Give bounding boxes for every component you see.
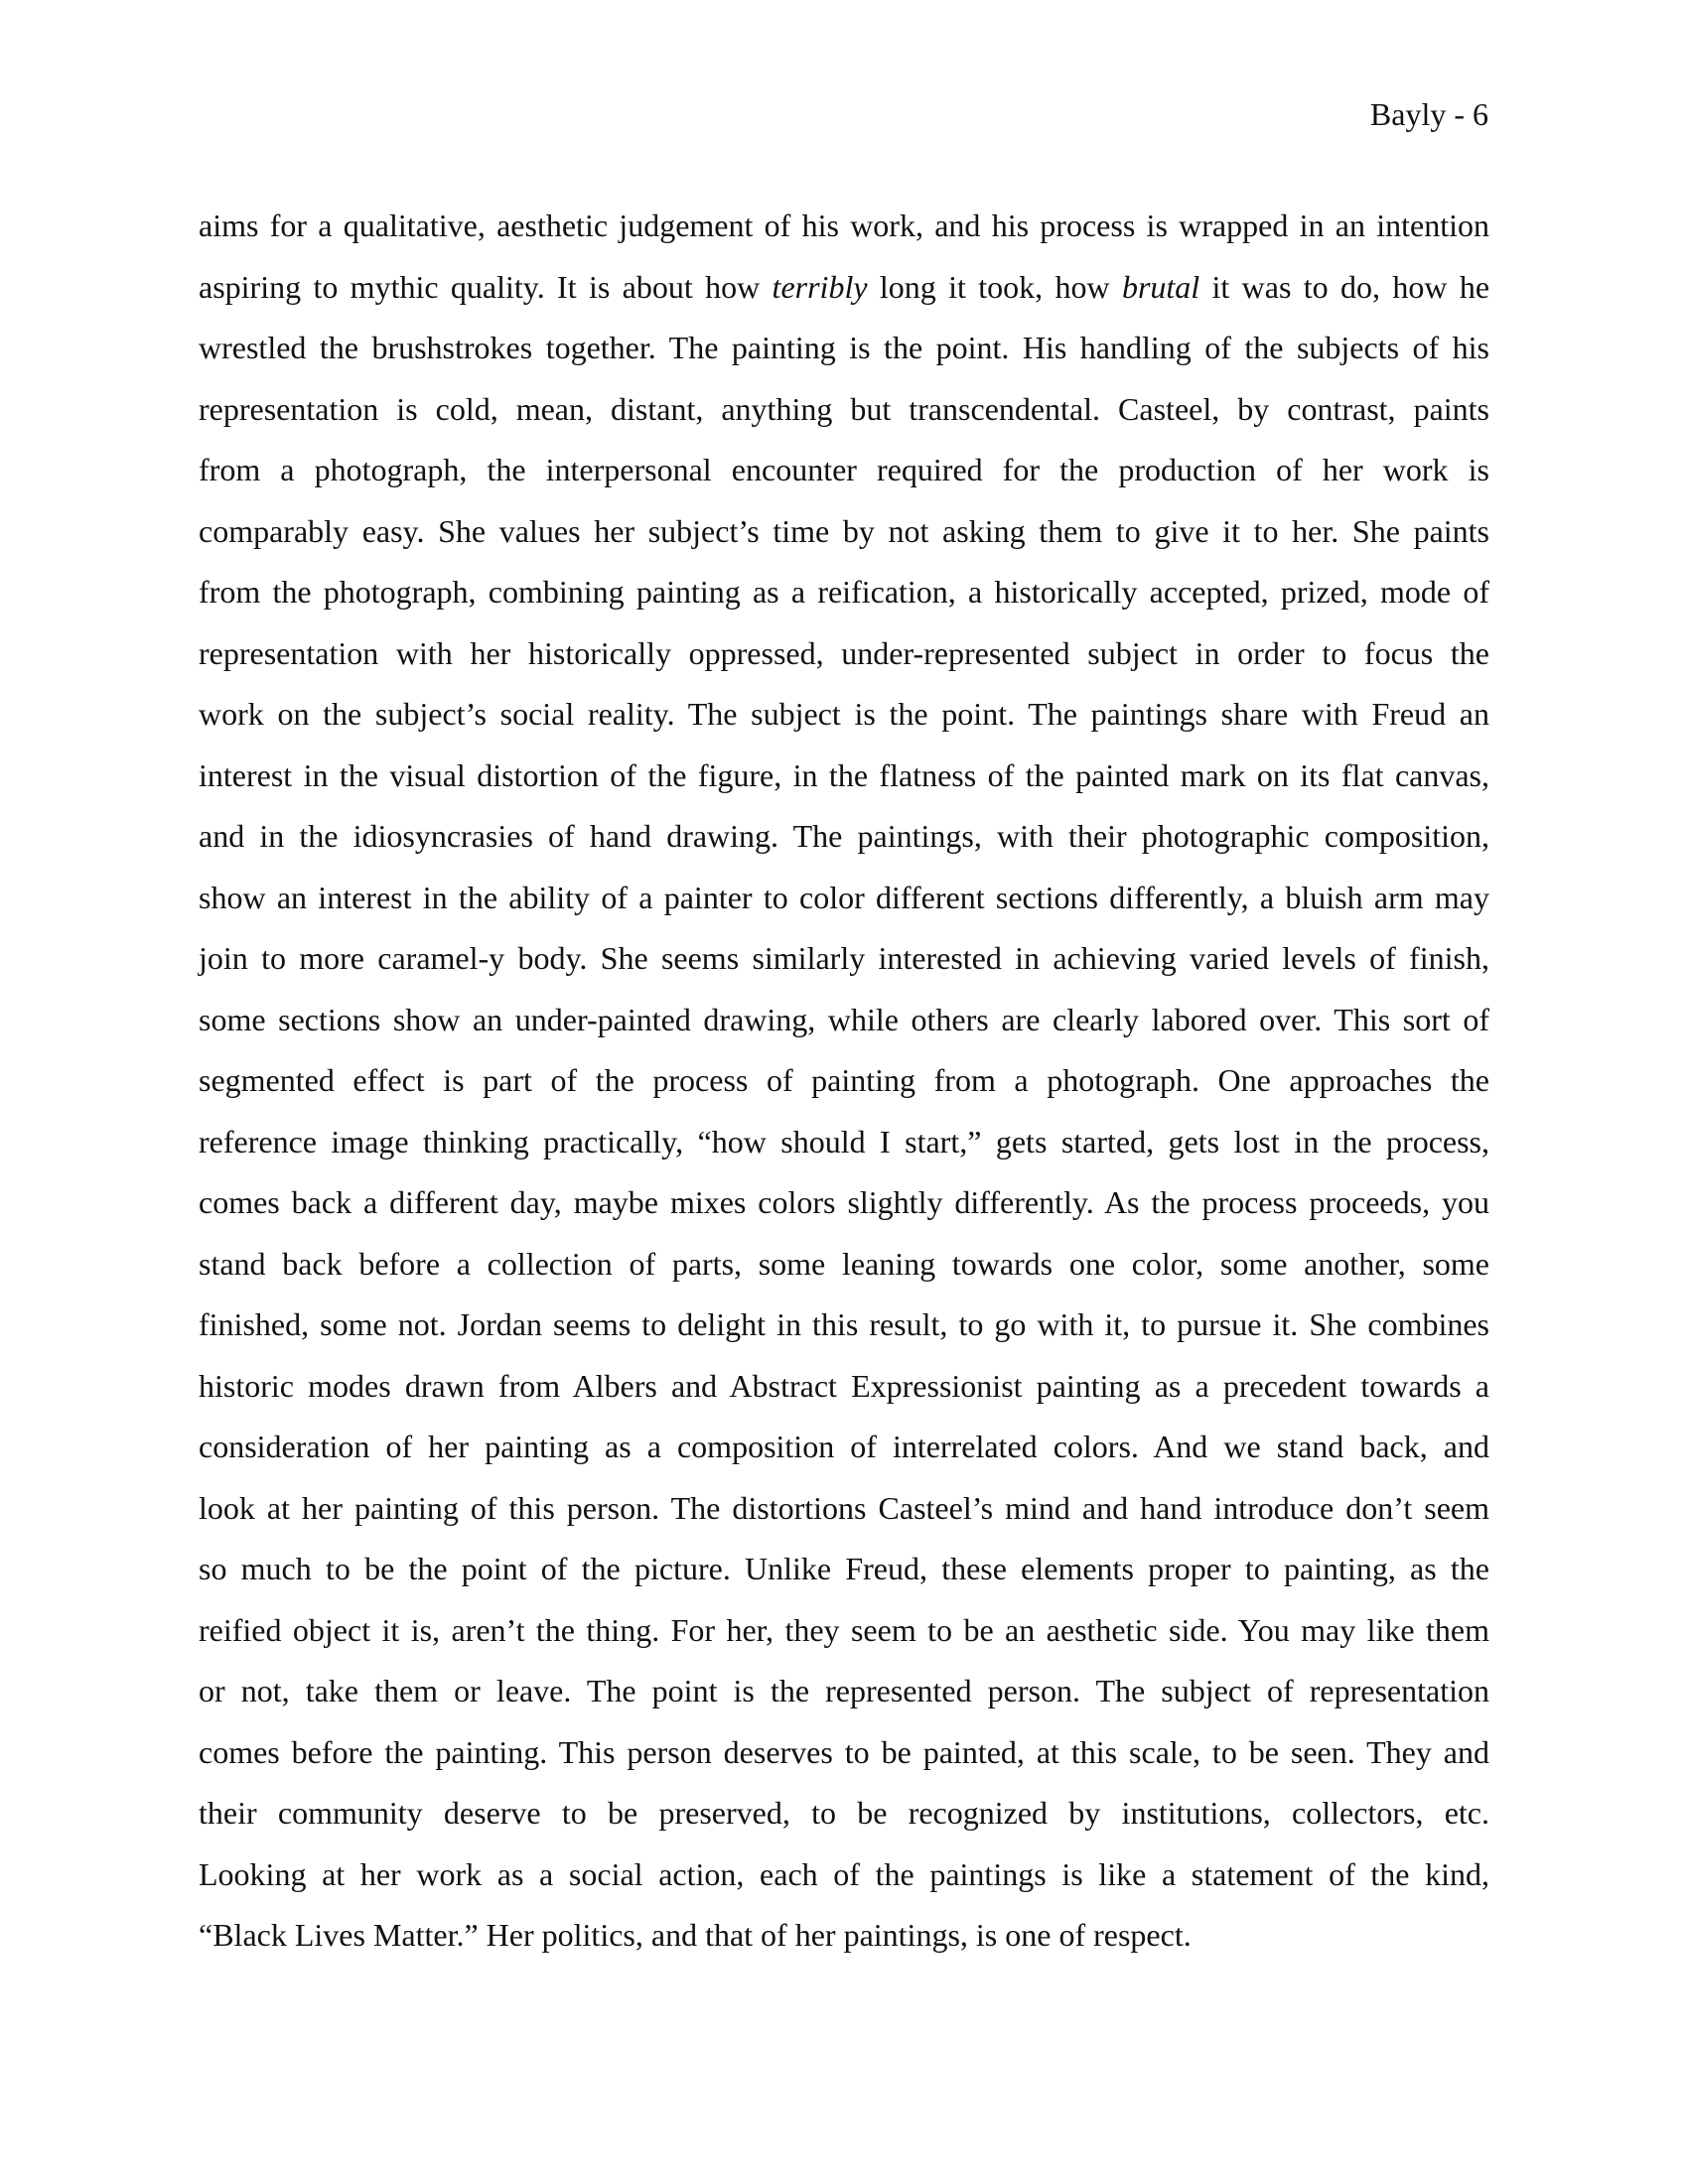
text-line: “Black Lives Matter.” Her politics, and that of her paintings, is one of respect. [199, 1917, 1192, 1953]
text-line: wrestled the brushstrokes together. The painting is the point. His handling of the subjects of his [199, 330, 1489, 365]
text-line: work on the subject’s social reality. The subject is the point. The paintings share with Freud an [199, 696, 1489, 732]
text-line [199, 257, 1489, 319]
text-line: reified object it is, aren’t the thing. For her, they seem to be an aesthetic side. You may like them [199, 1611, 1489, 1648]
text-run: it was to do, how he [1199, 268, 1490, 305]
text-line: some sections show an under-painted drawing, while others are clearly labored over. This sort of [199, 1001, 1489, 1037]
text-line: show an interest in the ability of a painter to color different sections differently, a bluish arm may [199, 879, 1489, 915]
text-line: look at her painting of this person. The distortions Casteel’s mind and hand introduce don’t seem [199, 1489, 1489, 1526]
text-line: finished, some not. Jordan seems to delight in this result, to go with it, to pursue it. She combines [199, 1306, 1489, 1342]
text-line: representation with her historically oppressed, under-represented subject in order to focus the [199, 634, 1489, 671]
text-line: comes back a different day, maybe mixes colors slightly differently. As the process proceeds, you [199, 1184, 1489, 1220]
text-line: representation is cold, mean, distant, anything but transcendental. Casteel, by contrast, paints [199, 390, 1489, 427]
text-line: comparably easy. She values her subject’s time by not asking them to give it to her. She paints [199, 512, 1489, 549]
text-line: their community deserve to be preserved, to be recognized by institutions, collectors, etc. [199, 1795, 1489, 1831]
text-line: and in the idiosyncrasies of hand drawing. The paintings, with their photographic composition, [199, 818, 1489, 854]
text-line: or not, take them or leave. The point is the represented person. The subject of representation [199, 1673, 1489, 1708]
italic-emphasis: terribly [772, 268, 868, 305]
text-line: Looking at her work as a social action, each of the paintings is like a statement of the kind, [199, 1855, 1489, 1892]
text-line: join to more caramel-y body. She seems similarly interested in achieving varied levels of finish, [199, 940, 1489, 976]
text-line: aims for a qualitative, aesthetic judgement of his work, and his process is wrapped in an intention [199, 207, 1489, 243]
text-line: so much to be the point of the picture. Unlike Freud, these elements proper to painting, as the [199, 1551, 1489, 1586]
text-line: interest in the visual distortion of the figure, in the flatness of the painted mark on its flat canvas, [199, 756, 1489, 793]
text-line: segmented effect is part of the process of painting from a photograph. One approaches the [199, 1062, 1489, 1098]
text-line: historic modes drawn from Albers and Abstract Expressionist painting as a precedent towards a [199, 1367, 1489, 1404]
running-head: Bayly - 6 [1369, 96, 1488, 132]
body-paragraph [199, 196, 1489, 1967]
text-line: consideration of her painting as a composition of interrelated colors. And we stand back, and [199, 1429, 1489, 1464]
text-line: from a photograph, the interpersonal encounter required for the production of her work is [199, 452, 1489, 487]
italic-emphasis: brutal [1121, 268, 1200, 305]
text-line: stand back before a collection of parts, some leaning towards one color, some another, some [199, 1245, 1489, 1282]
text-run: long it took, how [867, 268, 1122, 305]
text-run: aspiring to mythic quality. It is about how [199, 268, 773, 305]
text-line: reference image thinking practically, “how should I start,” gets started, gets lost in the process, [199, 1123, 1489, 1160]
text-line: from the photograph, combining painting as a reification, a historically accepted, prized, mode of [199, 574, 1489, 610]
text-line: comes before the painting. This person deserves to be painted, at this scale, to be seen. They and [199, 1733, 1489, 1770]
